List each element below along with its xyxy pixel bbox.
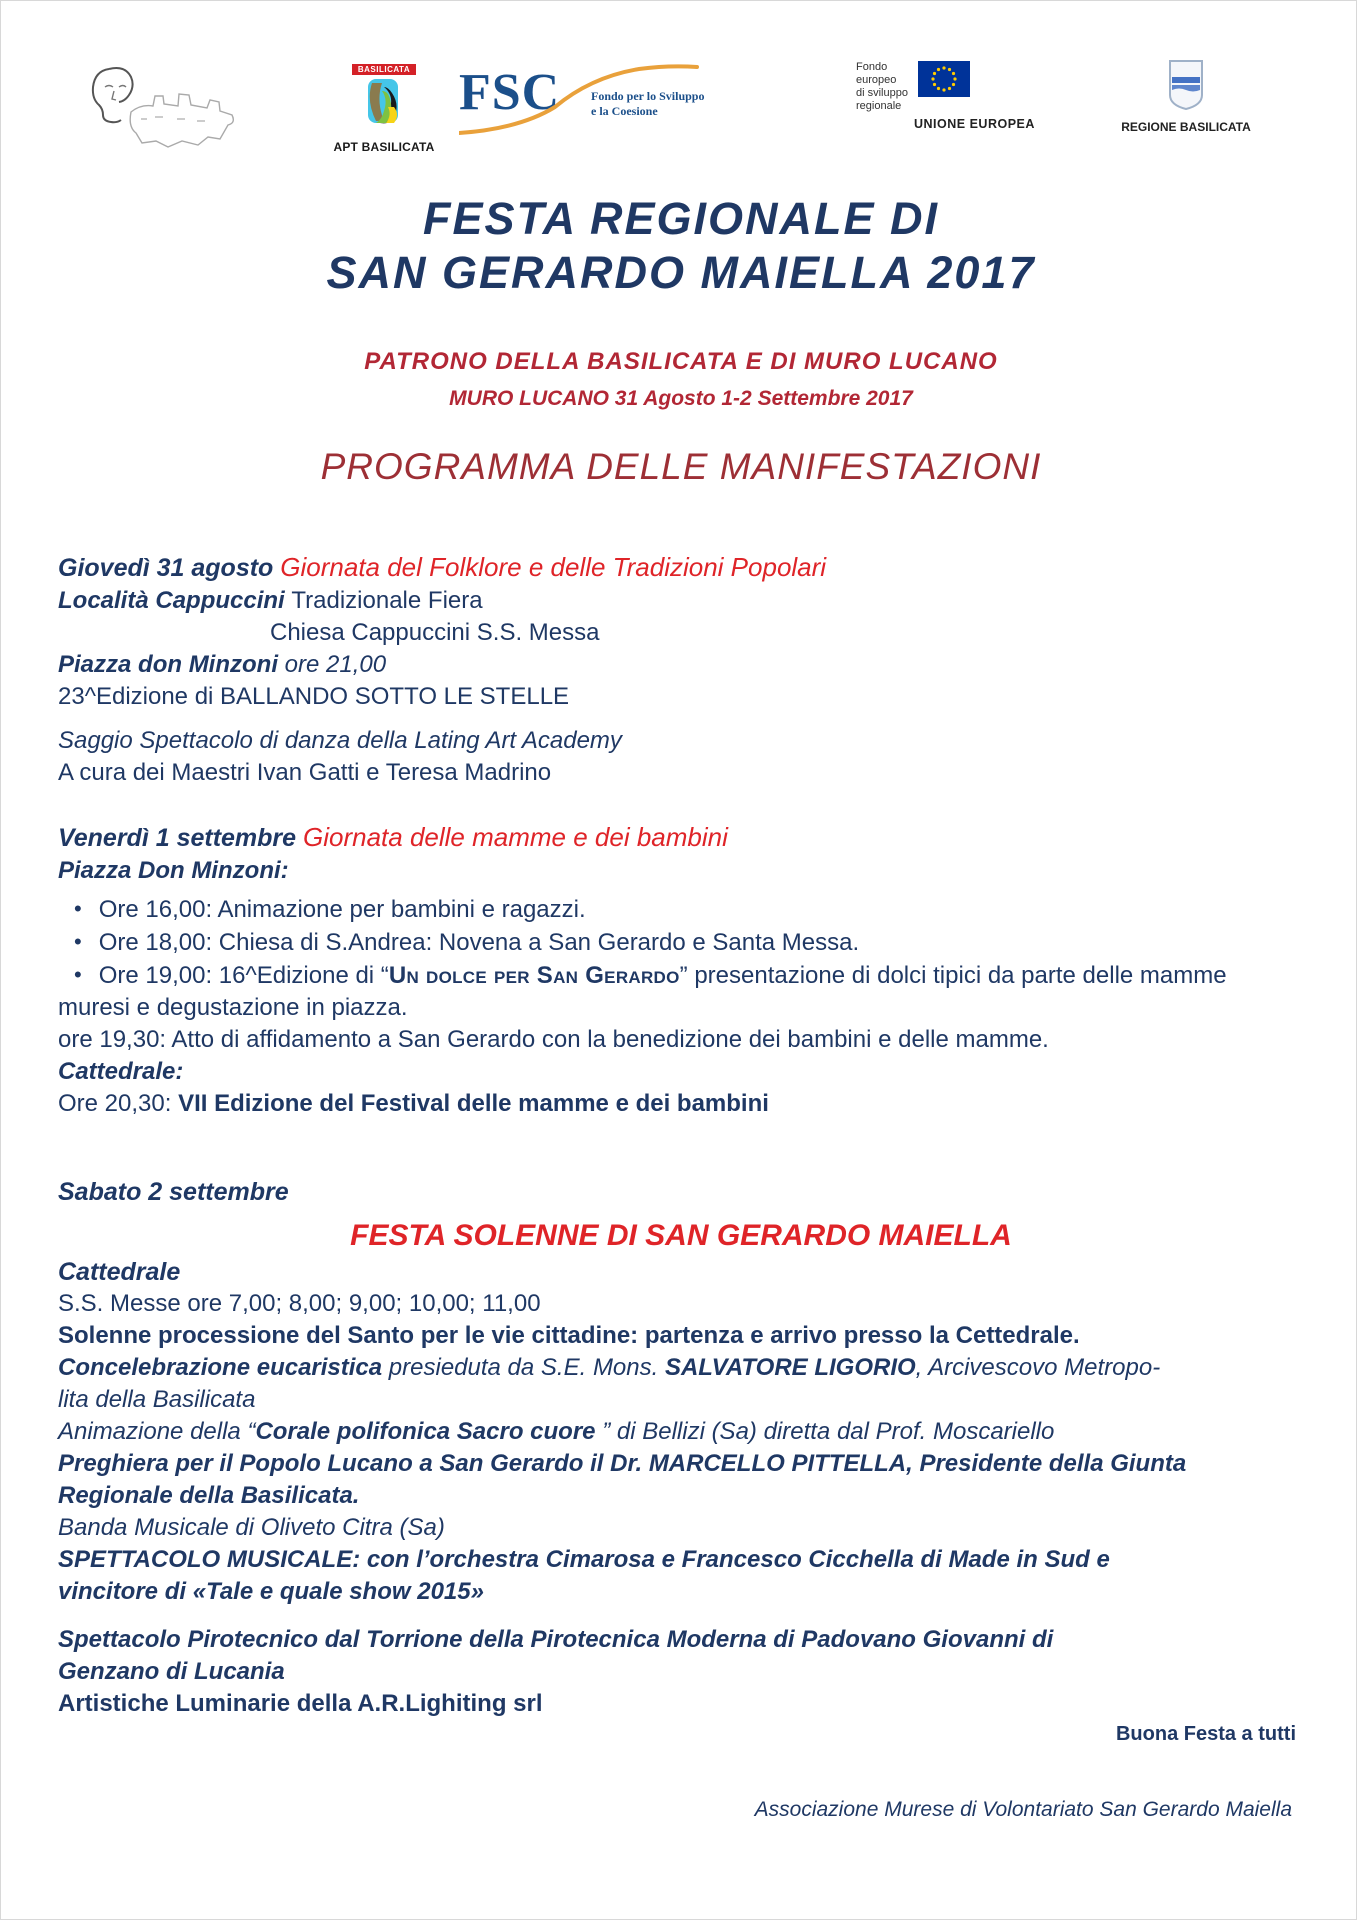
thursday-date: Giovedì 31 agosto xyxy=(58,554,281,582)
friday-1930: ore 19,30: Atto di affidamento a San Gerardo con la benedizione dei bambini e delle mamme. xyxy=(58,1026,1049,1053)
apt-emblem-icon xyxy=(329,77,439,138)
regione-basilicata-logo xyxy=(1121,59,1251,134)
venue2-text: ore 21,00 xyxy=(284,651,387,678)
friday-2030-time: Ore 20,30: xyxy=(58,1090,179,1117)
spettacolo-line1: SPETTACOLO MUSICALE: con l’orchestra Cimarosa e Francesco Cicchella di Made in Sud e xyxy=(58,1546,1110,1573)
program-body xyxy=(58,181,1304,1826)
preghiera-line1: Preghiera per il Popolo Lucano a San Gerardo il Dr. MARCELLO PITTELLA, Presidente della Giunta xyxy=(58,1450,1187,1477)
section-saturday xyxy=(58,1176,1304,1826)
saturday-luminarie: Artistiche Luminarie della A.R.Lighiting srl xyxy=(58,1690,543,1717)
thursday-ballando: 23^Edizione di BALLANDO SOTTO LE STELLE xyxy=(58,683,570,710)
saturday-banda: Banda Musicale di Oliveto Citra (Sa) xyxy=(58,1514,445,1541)
section-friday xyxy=(58,821,1304,1120)
animaz-choir-name: Corale polifonica Sacro cuore xyxy=(255,1418,603,1445)
eu-flag-icon xyxy=(918,61,970,97)
friday-2030-event: VII Edizione del Festival delle mamme e dei bambini xyxy=(178,1090,769,1117)
fsc-caption-line1: Fondo per lo Sviluppo xyxy=(591,89,705,103)
san-gerardo-sketch-logo xyxy=(81,57,241,149)
venue1-text: Tradizionale Fiera xyxy=(291,587,483,614)
section-thursday xyxy=(58,551,1304,789)
venue1-label: Località Cappuccini xyxy=(58,587,292,614)
saturday-animazione xyxy=(58,1416,1304,1448)
bullet3-post: ” presentazione di dolci tipici da parte delle mamme muresi e degustazione in piazza. xyxy=(58,962,1227,1021)
friday-title: Giornata delle mamme e dei bambini xyxy=(303,822,728,852)
saturday-date: Sabato 2 settembre xyxy=(58,1178,289,1206)
eu-fund-line1: Fondo xyxy=(856,61,888,73)
apt-banner: BASILICATA xyxy=(352,64,416,75)
saturday-procession: Solenne processione del Santo per le vie cittadine: partenza e arrivo presso la Cettedrale. xyxy=(58,1322,1080,1349)
friday-venue2: Cattedrale: xyxy=(58,1058,184,1085)
fsc-logo xyxy=(459,55,705,145)
saturday-venue: Cattedrale xyxy=(58,1258,181,1286)
eu-fund-line2: europeo xyxy=(856,74,897,86)
friday-bullet-2: • Ore 18,00: Chiesa di S.Andrea: Novena a San Gerardo e Santa Messa. xyxy=(58,926,1304,959)
concel-mid: presieduta da S.E. Mons. xyxy=(382,1354,665,1381)
apt-basilicata-logo xyxy=(329,59,439,154)
page-title-line2: SAN GERARDO MAIELLA 2017 xyxy=(326,247,1036,298)
fsc-caption xyxy=(591,89,704,119)
friday-bullet-1: • Ore 16,00: Animazione per bambini e ragazzi. xyxy=(58,893,1304,926)
saturday-pirotecnico xyxy=(58,1624,1304,1688)
spettacolo-line2: vincitore di «Tale e quale show 2015» xyxy=(58,1578,484,1605)
thursday-venue1-line2: Chiesa Cappuccini S.S. Messa xyxy=(270,619,600,646)
fsc-acronym: FSC xyxy=(459,64,561,121)
basilicata-shield-icon xyxy=(1166,59,1206,111)
eu-fund-line3: di sviluppo xyxy=(856,87,908,99)
eu-logo-group xyxy=(856,61,1066,131)
thursday-venue1 xyxy=(58,585,1304,617)
concel-bishop-name: SALVATORE LIGORIO xyxy=(664,1354,916,1381)
thursday-acura: A cura dei Maestri Ivan Gatti e Teresa Madrino xyxy=(58,759,552,786)
eu-fund-line4: regionale xyxy=(856,100,902,112)
animaz-post: ” di Bellizi (Sa) diretta dal Prof. Moscariello xyxy=(602,1418,1055,1445)
thursday-saggio: Saggio Spettacolo di danza della Lating Art Academy xyxy=(58,727,622,754)
preghiera-line2: Regionale della Basilicata. xyxy=(58,1482,360,1509)
bullet3-pre: Ore 19,00: 16^Edizione di “ xyxy=(98,962,389,989)
friday-date: Venerdì 1 settembre xyxy=(58,824,304,852)
sketch-drawing-icon xyxy=(81,57,241,149)
concel-line2: lita della Basilicata xyxy=(58,1386,256,1413)
bullet3-event-name: Un dolce per San Gerardo xyxy=(388,962,680,989)
friday-2030 xyxy=(58,1088,1304,1120)
apt-label: APT BASILICATA xyxy=(333,140,435,154)
eu-fund-text xyxy=(856,61,908,113)
patron-subtitle: PATRONO DELLA BASILICATA E DI MURO LUCANO xyxy=(364,348,998,375)
pirotecnico-line1: Spettacolo Pirotecnico dal Torrione della Pirotecnica Moderna di Padovano Giovanni di xyxy=(58,1626,1054,1653)
saturday-concelebration xyxy=(58,1352,1304,1416)
saturday-spettacolo-musicale xyxy=(58,1544,1304,1608)
regione-basilicata-label: REGIONE BASILICATA xyxy=(1121,120,1251,134)
saturday-masses: S.S. Messe ore 7,00; 8,00; 9,00; 10,00; 11,00 xyxy=(58,1290,541,1317)
footer-wish: Buona Festa a tutti xyxy=(1115,1723,1296,1745)
thursday-heading xyxy=(58,551,1304,585)
friday-heading xyxy=(58,821,1304,855)
pirotecnico-line2: Genzano di Lucania xyxy=(58,1658,285,1685)
program-heading: PROGRAMMA DELLE MANIFESTAZIONI xyxy=(320,446,1042,487)
thursday-venue2 xyxy=(58,649,1304,681)
saturday-preghiera xyxy=(58,1448,1304,1512)
dates-subtitle: MURO LUCANO 31 Agosto 1-2 Settembre 2017 xyxy=(449,387,913,410)
friday-bullet-3 xyxy=(58,959,1304,1024)
fsc-caption-line2: e la Coesione xyxy=(591,104,658,118)
friday-venue: Piazza Don Minzoni: xyxy=(58,857,289,884)
venue2-label: Piazza don Minzoni xyxy=(58,651,285,678)
saturday-main-title: FESTA SOLENNE DI SAN GERARDO MAIELLA xyxy=(350,1219,1012,1252)
concel-post: , Arcivescovo Metropo- xyxy=(915,1354,1161,1381)
concel-title: Concelebrazione eucaristica xyxy=(58,1354,383,1381)
thursday-title: Giornata del Folklore e delle Tradizioni Popolari xyxy=(280,552,827,582)
animaz-pre: Animazione della “ xyxy=(58,1418,256,1445)
page-title-line1: FESTA REGIONALE DI xyxy=(422,193,939,244)
eu-flag-label: UNIONE EUROPEA xyxy=(914,117,1035,131)
footer-association: Associazione Murese di Volontariato San Gerardo Maiella xyxy=(754,1798,1292,1821)
header-logos xyxy=(81,49,1311,159)
